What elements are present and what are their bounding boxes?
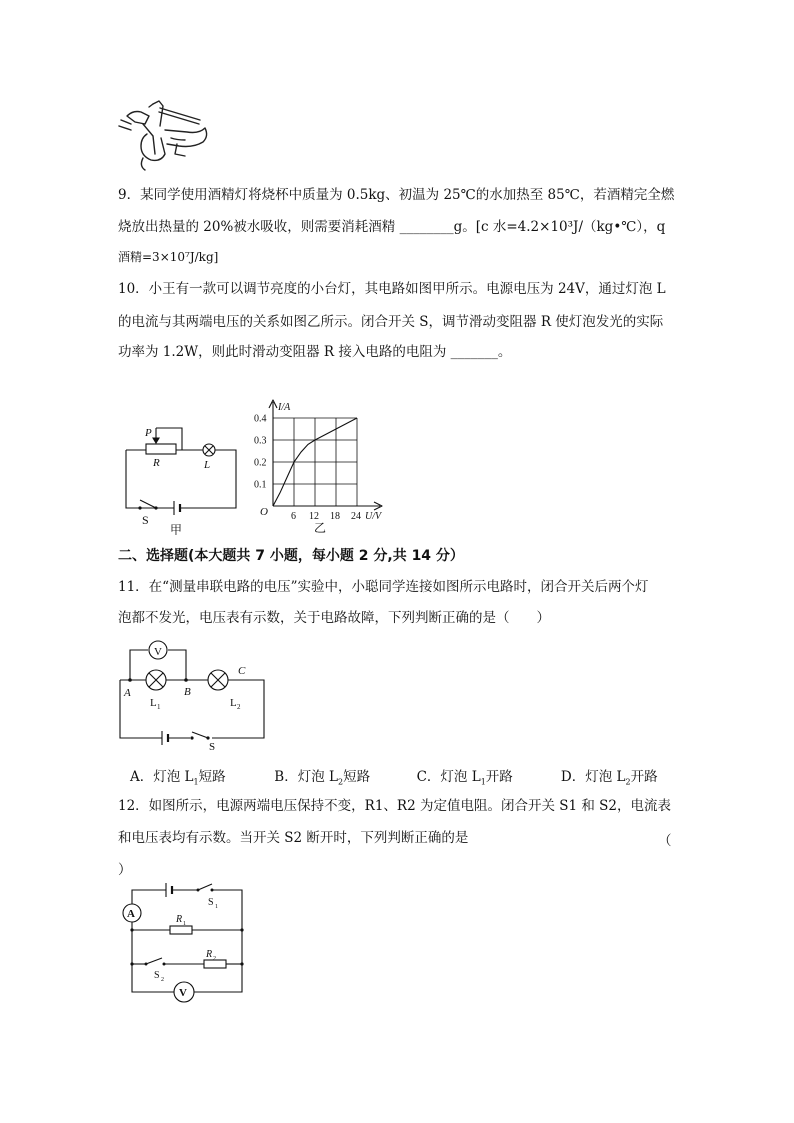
y-tick-label: 0.2: [254, 457, 267, 469]
q10-line-3: 功率为 1.2W，则此时滑动变阻器 R 接入电路的电阻为 _______。: [118, 344, 512, 360]
q12-line-2: 和电压表均有示数。当开关 S2 断开时，下列判断正确的是: [118, 830, 469, 846]
r2-sub: 2: [213, 956, 216, 962]
q11-options: [130, 765, 658, 787]
q9-line-3: 酒精=3×10⁷J/kg]: [118, 250, 219, 264]
q11-line-1: 11．在“测量串联电路的电压”实验中，小聪同学连接如图所示电路时，闭合开关后两个灯: [118, 579, 649, 595]
option-c[interactable]: C．灯泡 $L_1$开路: [416, 769, 513, 787]
section-2-heading: 二、选择题(本大题共 7 小题，每小题 2 分,共 14 分）: [118, 548, 464, 564]
label-l: L: [204, 459, 211, 471]
q9-line-2: 烧放出热量的 20%被水吸收，则需要消耗酒精 ________g。[c 水=4.2×10³J/（kg•℃），q: [118, 219, 666, 235]
x-tick-label: 12: [309, 511, 319, 522]
label-p: P: [145, 427, 152, 439]
q11-line-2: 泡都不发光，电压表有示数，关于电路故障，下列判断正确的是（ ）: [118, 610, 550, 626]
caption-jia: 甲: [170, 523, 183, 535]
y-tick-label: 0.1: [254, 479, 267, 491]
q12-paren-open: （: [658, 833, 672, 849]
x-tick-label: 24: [351, 511, 361, 522]
r1-label: R: [176, 914, 183, 925]
s2-sub: 2: [161, 977, 164, 983]
point-b-label: B: [184, 686, 191, 698]
y-axis-label: I/A: [278, 402, 291, 413]
circuit-diagram-q11: [112, 634, 272, 752]
circuit-diagram-q12: [114, 880, 254, 1005]
s2-label: S: [154, 970, 160, 981]
switch-s-lever: [140, 500, 156, 508]
voltmeter-label-q12: V: [179, 987, 187, 999]
s1-sub: 1: [215, 904, 218, 910]
q12-line-1: 12．如图所示，电源两端电压保持不变，R1、R2 为定值电阻。闭合开关 S1 和 S2，电流表: [118, 798, 672, 814]
lamp-l2-sub: 2: [237, 703, 241, 711]
r2-label: R: [206, 949, 213, 960]
y-tick-label: 0.4: [254, 413, 267, 425]
lamp-l1-sub: 1: [157, 703, 161, 711]
q10-line-1: 10．小王有一款可以调节亮度的小台灯，其电路如图甲所示。电源电压为 24V，通过灯泡 L: [118, 281, 666, 297]
lamp-l1-label: L: [150, 697, 157, 709]
lamp-l2-label: L: [230, 697, 237, 709]
s1-label: S: [208, 897, 214, 908]
circuit-diagram-jia: [118, 400, 243, 535]
slingshot-illustration: [115, 98, 210, 173]
voltmeter-label: V: [154, 646, 162, 658]
q9-line-1: 9．某同学使用酒精灯将烧杯中质量为 0.5kg、初温为 25℃的水加热至 85℃，若酒精完全燃: [118, 187, 675, 203]
iv-chart-yi: [250, 398, 400, 538]
q10-line-2: 的电流与其两端电压的关系如图乙所示。闭合开关 S，调节滑动变阻器 R 使灯泡发光的实际: [118, 314, 664, 330]
point-c-label: C: [238, 665, 246, 677]
origin-label: O: [260, 506, 268, 518]
q12-paren-close: ）: [118, 862, 132, 878]
point-a-label: A: [124, 687, 131, 699]
label-r: R: [153, 457, 160, 469]
caption-yi: 乙: [314, 521, 327, 535]
label-s: S: [142, 513, 149, 527]
option-d[interactable]: D．灯泡 $L_2$开路: [560, 769, 658, 787]
x-tick-label: 6: [291, 511, 296, 522]
ammeter-label: A: [127, 908, 135, 920]
switch-s-label: S: [209, 741, 216, 752]
y-tick-label: 0.3: [254, 435, 267, 447]
option-b[interactable]: B．灯泡 $L_2$短路: [274, 769, 371, 787]
r1-sub: 1: [183, 921, 186, 927]
x-tick-label: 18: [330, 511, 340, 522]
x-axis-label: U/V: [365, 511, 382, 522]
option-a[interactable]: A．灯泡 $L_1$短路: [130, 769, 226, 787]
